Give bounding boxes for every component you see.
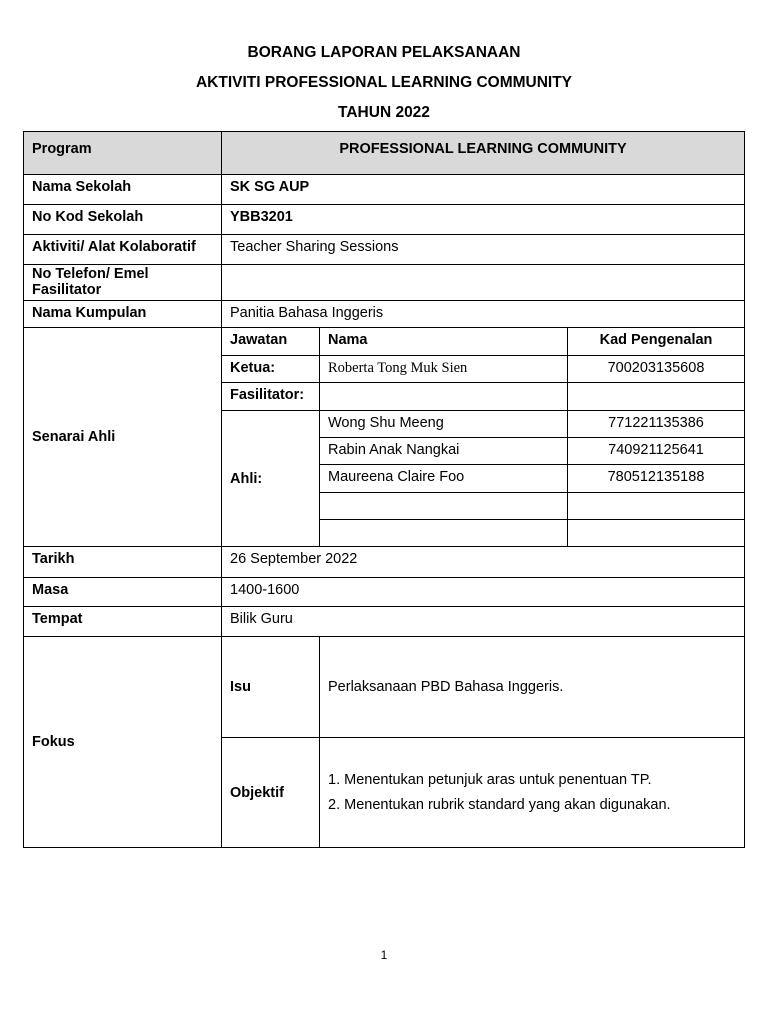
ahli-ic <box>568 493 745 520</box>
ketua-role: Ketua: <box>222 356 320 383</box>
senarai-ahli-label: Senarai Ahli <box>24 328 222 547</box>
program-value: PROFESSIONAL LEARNING COMMUNITY <box>222 132 745 175</box>
row-program <box>24 132 745 175</box>
aktiviti-label: Aktiviti/ Alat Kolaboratif <box>24 235 222 265</box>
form-subtitle: AKTIVITI PROFESSIONAL LEARNING COMMUNITY <box>195 74 573 91</box>
row-telefon <box>24 265 745 301</box>
row-aktiviti <box>24 235 745 265</box>
kod-sekolah-label: No Kod Sekolah <box>24 205 222 235</box>
row-isu <box>24 637 745 738</box>
telefon-label: No Telefon/ Emel Fasilitator <box>24 265 222 301</box>
jawatan-header: Jawatan <box>222 328 320 356</box>
program-label: Program <box>24 132 222 175</box>
ahli-ic <box>568 520 745 547</box>
ahli-ic: 771221135386 <box>568 411 745 438</box>
aktiviti-value: Teacher Sharing Sessions <box>222 235 745 265</box>
isu-value: Perlaksanaan PBD Bahasa Inggeris. <box>320 637 745 738</box>
row-kod-sekolah <box>24 205 745 235</box>
objektif-item: 2. Menentukan rubrik standard yang akan digunakan. <box>328 796 671 813</box>
masa-label: Masa <box>24 578 222 607</box>
ketua-name: Roberta Tong Muk Sien <box>320 356 568 383</box>
kumpulan-value: Panitia Bahasa Inggeris <box>222 301 745 328</box>
fasilitator-ic <box>568 383 745 411</box>
row-kumpulan <box>24 301 745 328</box>
tarikh-label: Tarikh <box>24 547 222 578</box>
objektif-item: 1. Menentukan petunjuk aras untuk penentuan TP. <box>328 771 652 788</box>
objektif-label: Objektif <box>222 738 320 848</box>
objektif-list <box>320 738 745 848</box>
kod-sekolah-value: YBB3201 <box>222 205 745 235</box>
masa-value: 1400-1600 <box>222 578 745 607</box>
kad-header: Kad Pengenalan <box>568 328 745 356</box>
ahli-ic: 780512135188 <box>568 465 745 493</box>
row-masa <box>24 578 745 607</box>
telefon-value <box>222 265 745 301</box>
nama-header: Nama <box>320 328 568 356</box>
ahli-role: Ahli: <box>222 411 320 547</box>
ahli-name: Wong Shu Meeng <box>320 411 568 438</box>
page-number: 1 <box>380 948 388 962</box>
ahli-name: Maureena Claire Foo <box>320 465 568 493</box>
nama-sekolah-value: SK SG AUP <box>222 175 745 205</box>
report-form-table <box>23 131 745 848</box>
form-title: BORANG LAPORAN PELAKSANAAN <box>247 44 521 61</box>
ahli-ic: 740921125641 <box>568 438 745 465</box>
fokus-label: Fokus <box>24 637 222 848</box>
row-tarikh <box>24 547 745 578</box>
nama-sekolah-label: Nama Sekolah <box>24 175 222 205</box>
tempat-value: Bilik Guru <box>222 607 745 637</box>
ahli-name: Rabin Anak Nangkai <box>320 438 568 465</box>
fasilitator-role: Fasilitator: <box>222 383 320 411</box>
row-nama-sekolah <box>24 175 745 205</box>
isu-label: Isu <box>222 637 320 738</box>
ahli-name <box>320 520 568 547</box>
members-header-row <box>24 328 745 356</box>
tempat-label: Tempat <box>24 607 222 637</box>
ahli-name <box>320 493 568 520</box>
form-year: TAHUN 2022 <box>338 104 430 121</box>
ketua-ic: 700203135608 <box>568 356 745 383</box>
row-tempat <box>24 607 745 637</box>
fasilitator-name <box>320 383 568 411</box>
tarikh-value: 26 September 2022 <box>222 547 745 578</box>
kumpulan-label: Nama Kumpulan <box>24 301 222 328</box>
